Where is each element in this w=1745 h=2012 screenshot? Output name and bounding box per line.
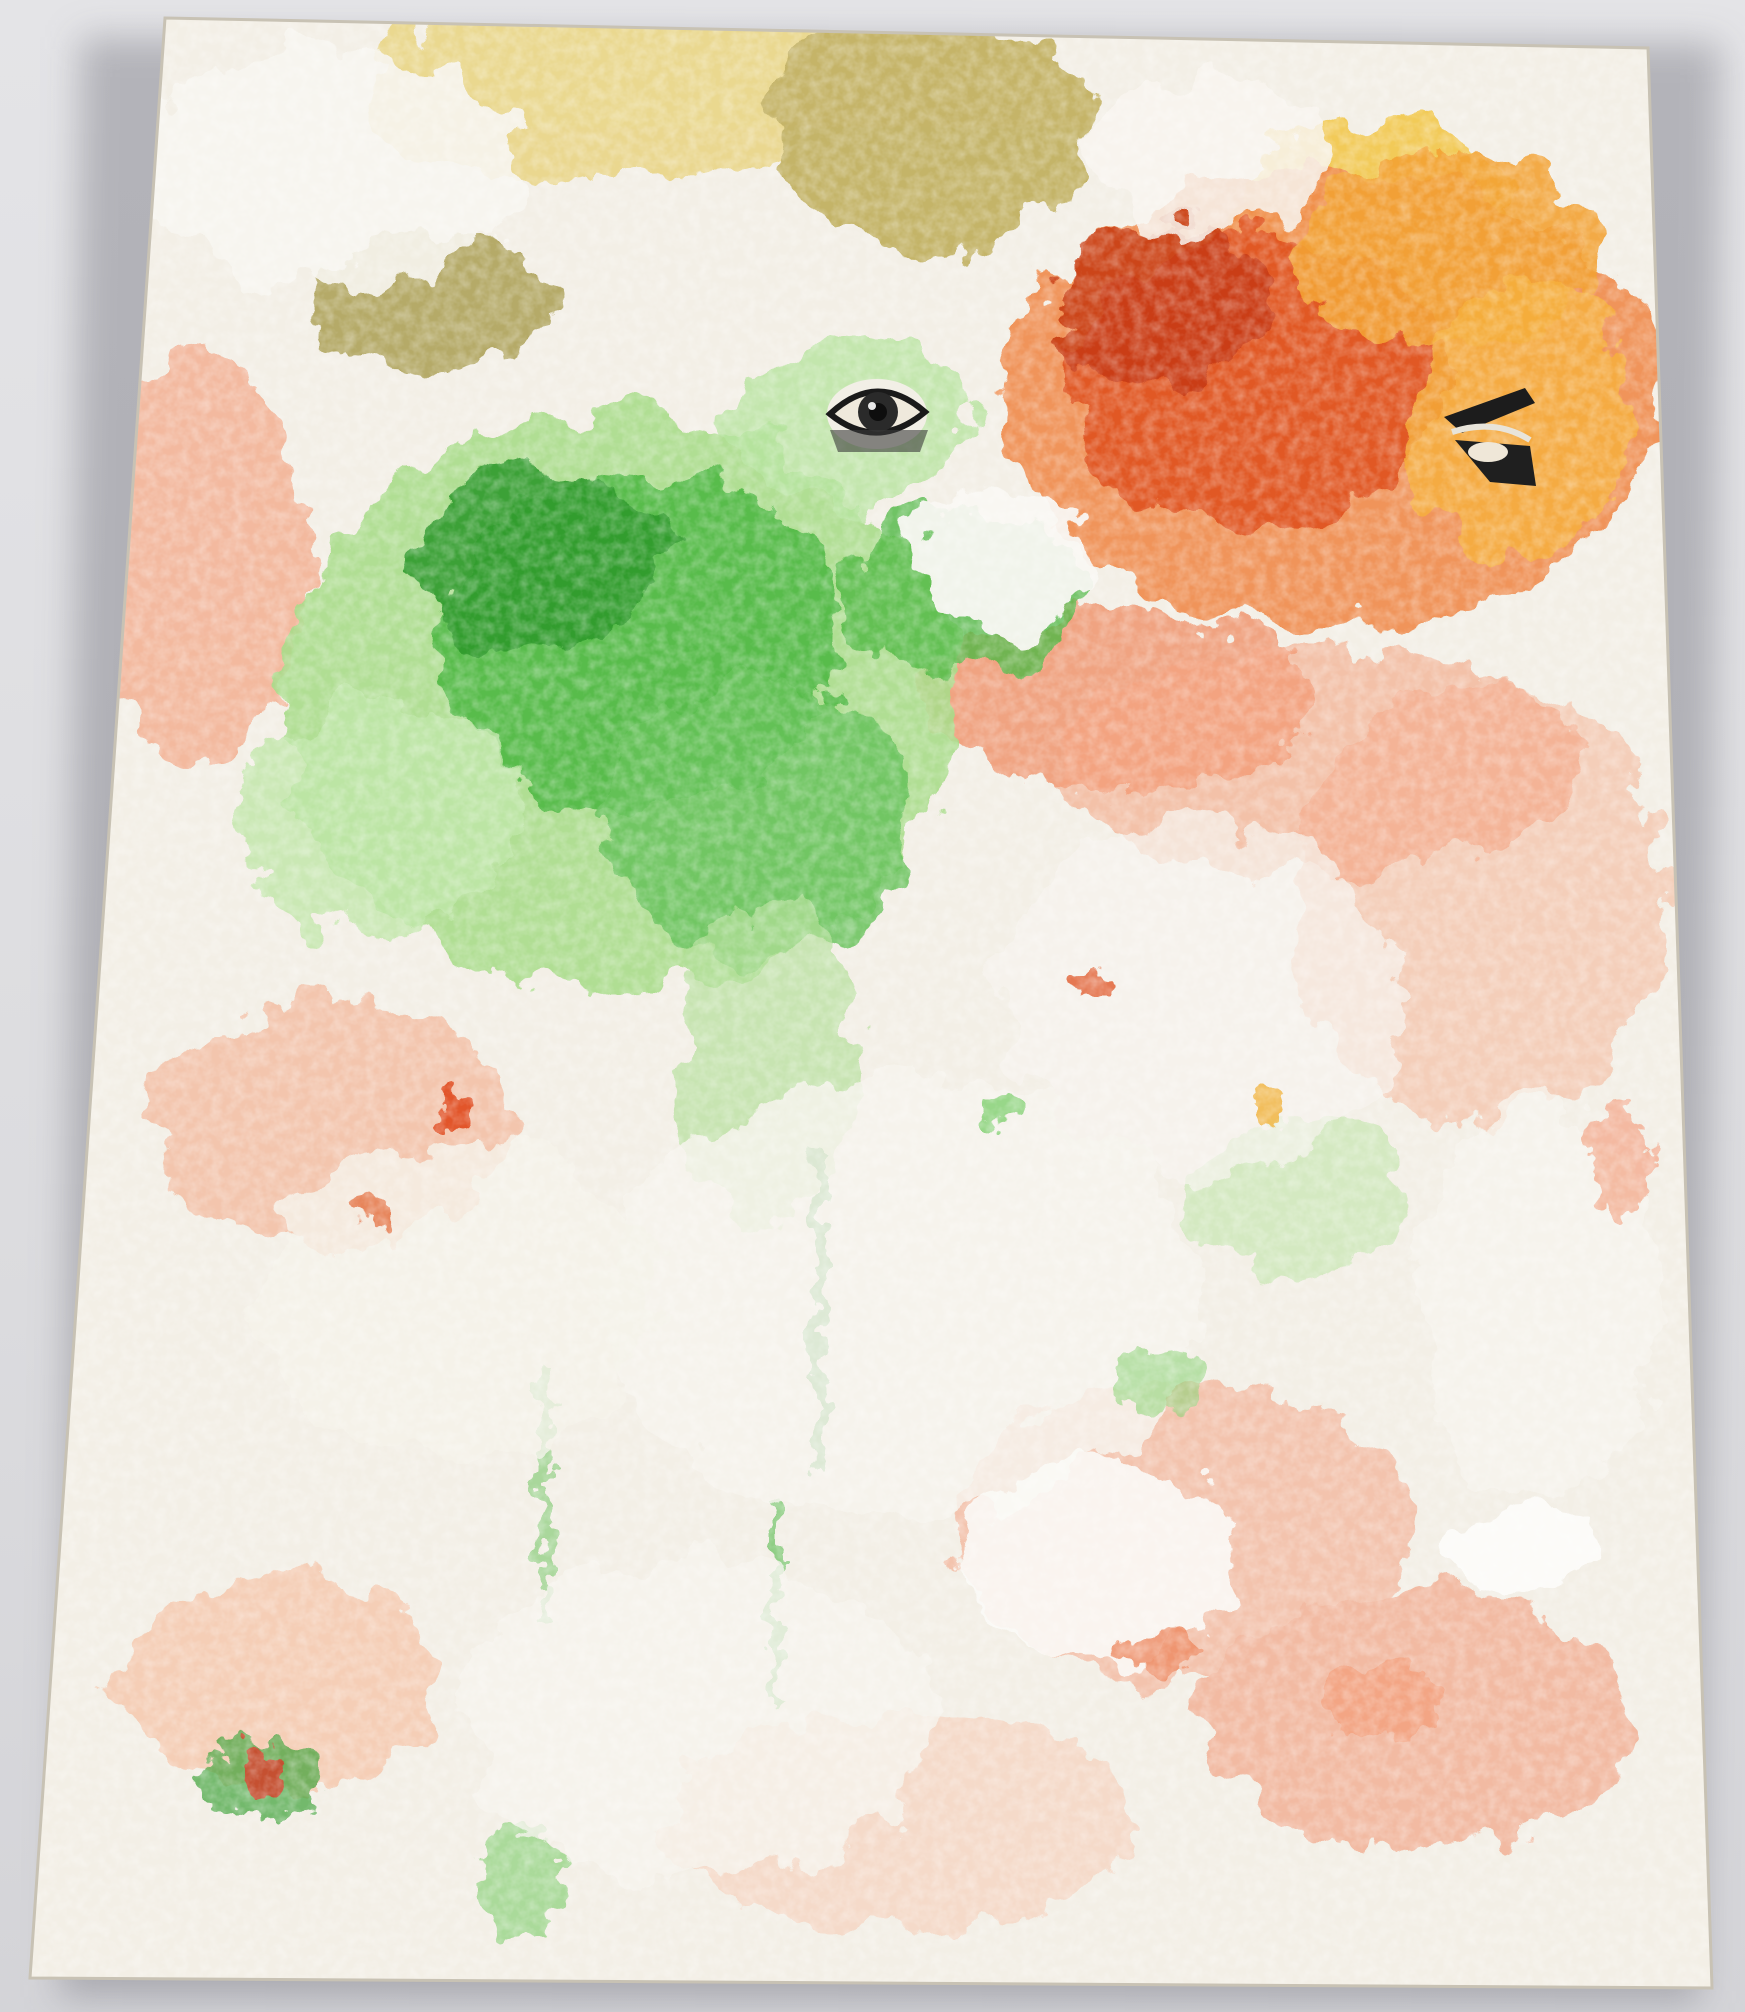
eye-icon (827, 379, 928, 452)
